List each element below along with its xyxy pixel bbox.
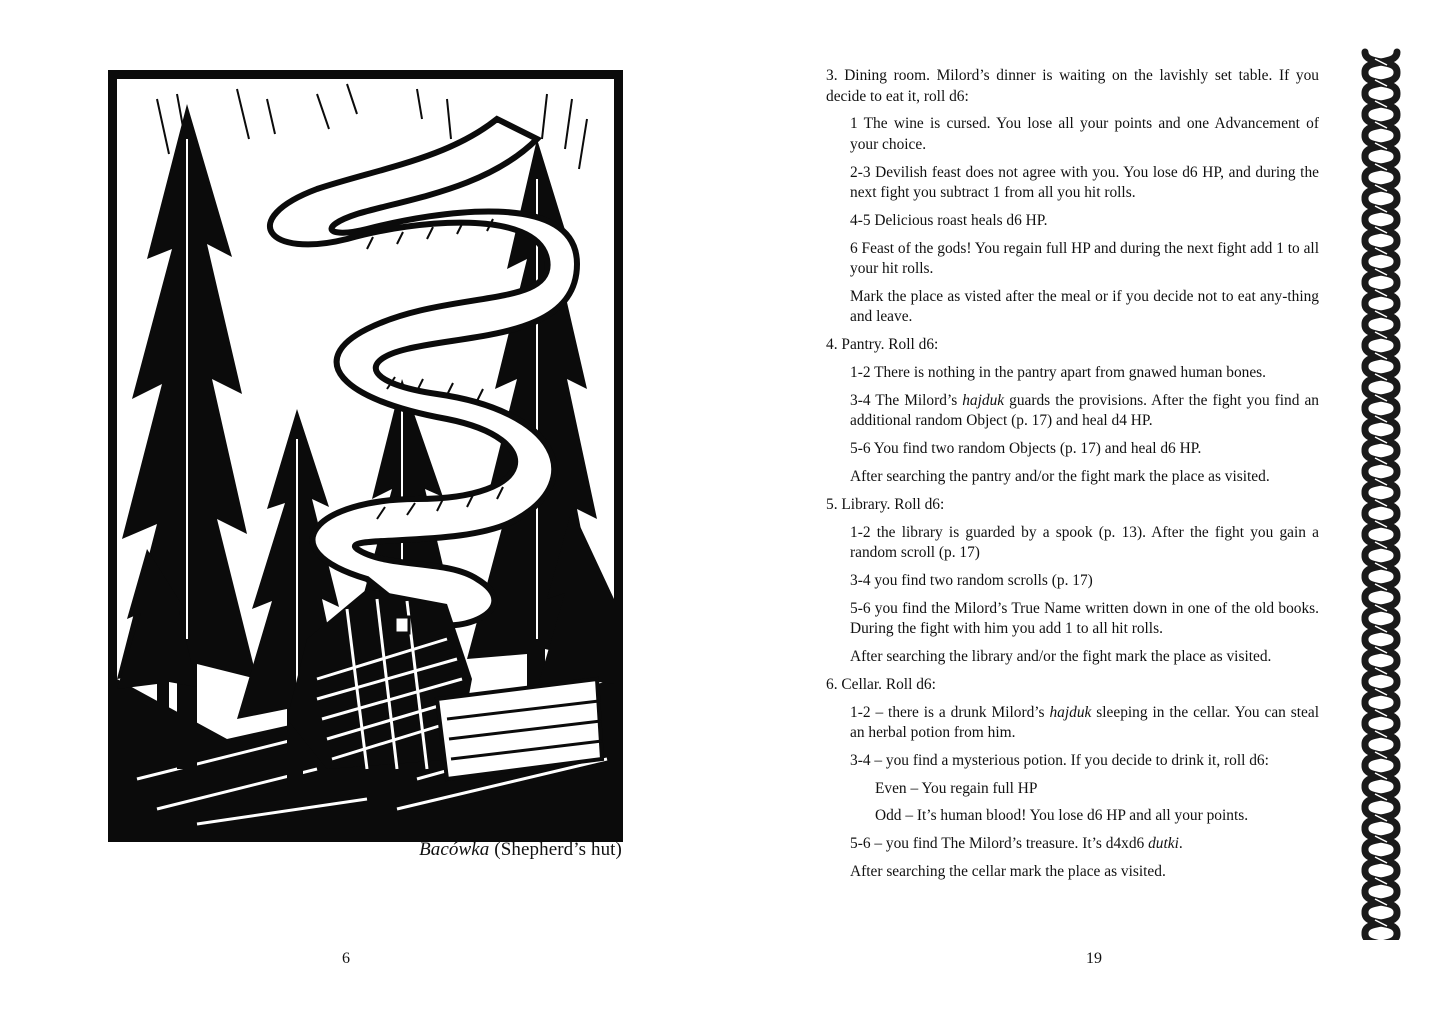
page-number-left: 6 xyxy=(342,950,350,967)
library-note: After searching the library and/or the fight mark the place as visited. xyxy=(850,647,1272,665)
dining-result-1: 1 The wine is cursed. You lose all your points and one Advancement of your choice. xyxy=(850,115,1319,153)
caption-text: (Shepherd’s hut) xyxy=(489,839,622,860)
dining-note: Mark the place as visted after the meal or if you decide not to eat any-thing and leave. xyxy=(850,287,1319,326)
illustration-caption xyxy=(330,839,622,861)
dining-result-3: 4-5 Delicious roast heals d6 HP. xyxy=(850,211,1048,229)
library-result-3: 5-6 you find the Milord’s True Name written down in one of the old books. During the fight with him you add 1 to all hit rolls. xyxy=(850,599,1319,638)
library-heading: 5. Library. Roll d6: xyxy=(826,495,945,513)
pantry-result-3: 5-6 You find two random Objects (p. 17) and heal d6 HP. xyxy=(850,440,1202,458)
dining-result-4: 6 Feast of the gods! You regain full HP and during the next fight add 1 to all your hit rolls. xyxy=(850,239,1319,278)
library-result-2: 3-4 you find two random scrolls (p. 17) xyxy=(850,571,1093,589)
caption-italic: Bacówka xyxy=(419,839,490,860)
cellar-note: After searching the cellar mark the place as visited. xyxy=(850,863,1166,881)
page-number-right: 19 xyxy=(1086,950,1102,967)
dining-room-heading: 3. Dining room. Milord’s dinner is waiting on the lavishly set table. If you decide to eat it, roll d6: xyxy=(826,67,1319,105)
pantry-note: After searching the pantry and/or the fight mark the place as visited. xyxy=(850,467,1270,485)
forest-hut-woodcut-image xyxy=(117,79,614,833)
braid-ornament-icon xyxy=(1361,48,1401,940)
pantry-result-1: 1-2 There is nothing in the pantry apart from gnawed human bones. xyxy=(850,364,1267,382)
library-result-1: 1-2 the library is guarded by a spook (p. 13). After the fight you gain a random scroll (p. 17) xyxy=(850,523,1319,562)
dining-result-2: 2-3 Devilish feast does not agree with you. You lose d6 HP, and during the next fight you subtract 1 from all you hit rolls. xyxy=(850,163,1319,202)
cellar-result-1: 1-2 – there is a drunk Milord’s hajduk sleeping in the cellar. You can steal an herbal potion from him. xyxy=(850,703,1319,742)
cellar-result-3: 5-6 – you find The Milord’s treasure. It’s d4xd6 dutki. xyxy=(850,835,1183,853)
cellar-odd-result: Odd – It’s human blood! You lose d6 HP and all your points. xyxy=(875,807,1249,825)
woodcut-illustration xyxy=(108,70,623,842)
cellar-result-2: 3-4 – you find a mysterious potion. If you decide to drink it, roll d6: xyxy=(850,751,1269,769)
rules-text xyxy=(826,66,1319,890)
braided-chain-border xyxy=(1361,48,1401,940)
cellar-even-result: Even – You regain full HP xyxy=(875,779,1038,797)
pantry-result-2: 3-4 The Milord’s hajduk guards the provisions. After the fight you find an additional random Object (p. 17) and heal d4 HP. xyxy=(850,391,1319,430)
cellar-heading: 6. Cellar. Roll d6: xyxy=(826,675,936,693)
pantry-heading: 4. Pantry. Roll d6: xyxy=(826,336,939,354)
